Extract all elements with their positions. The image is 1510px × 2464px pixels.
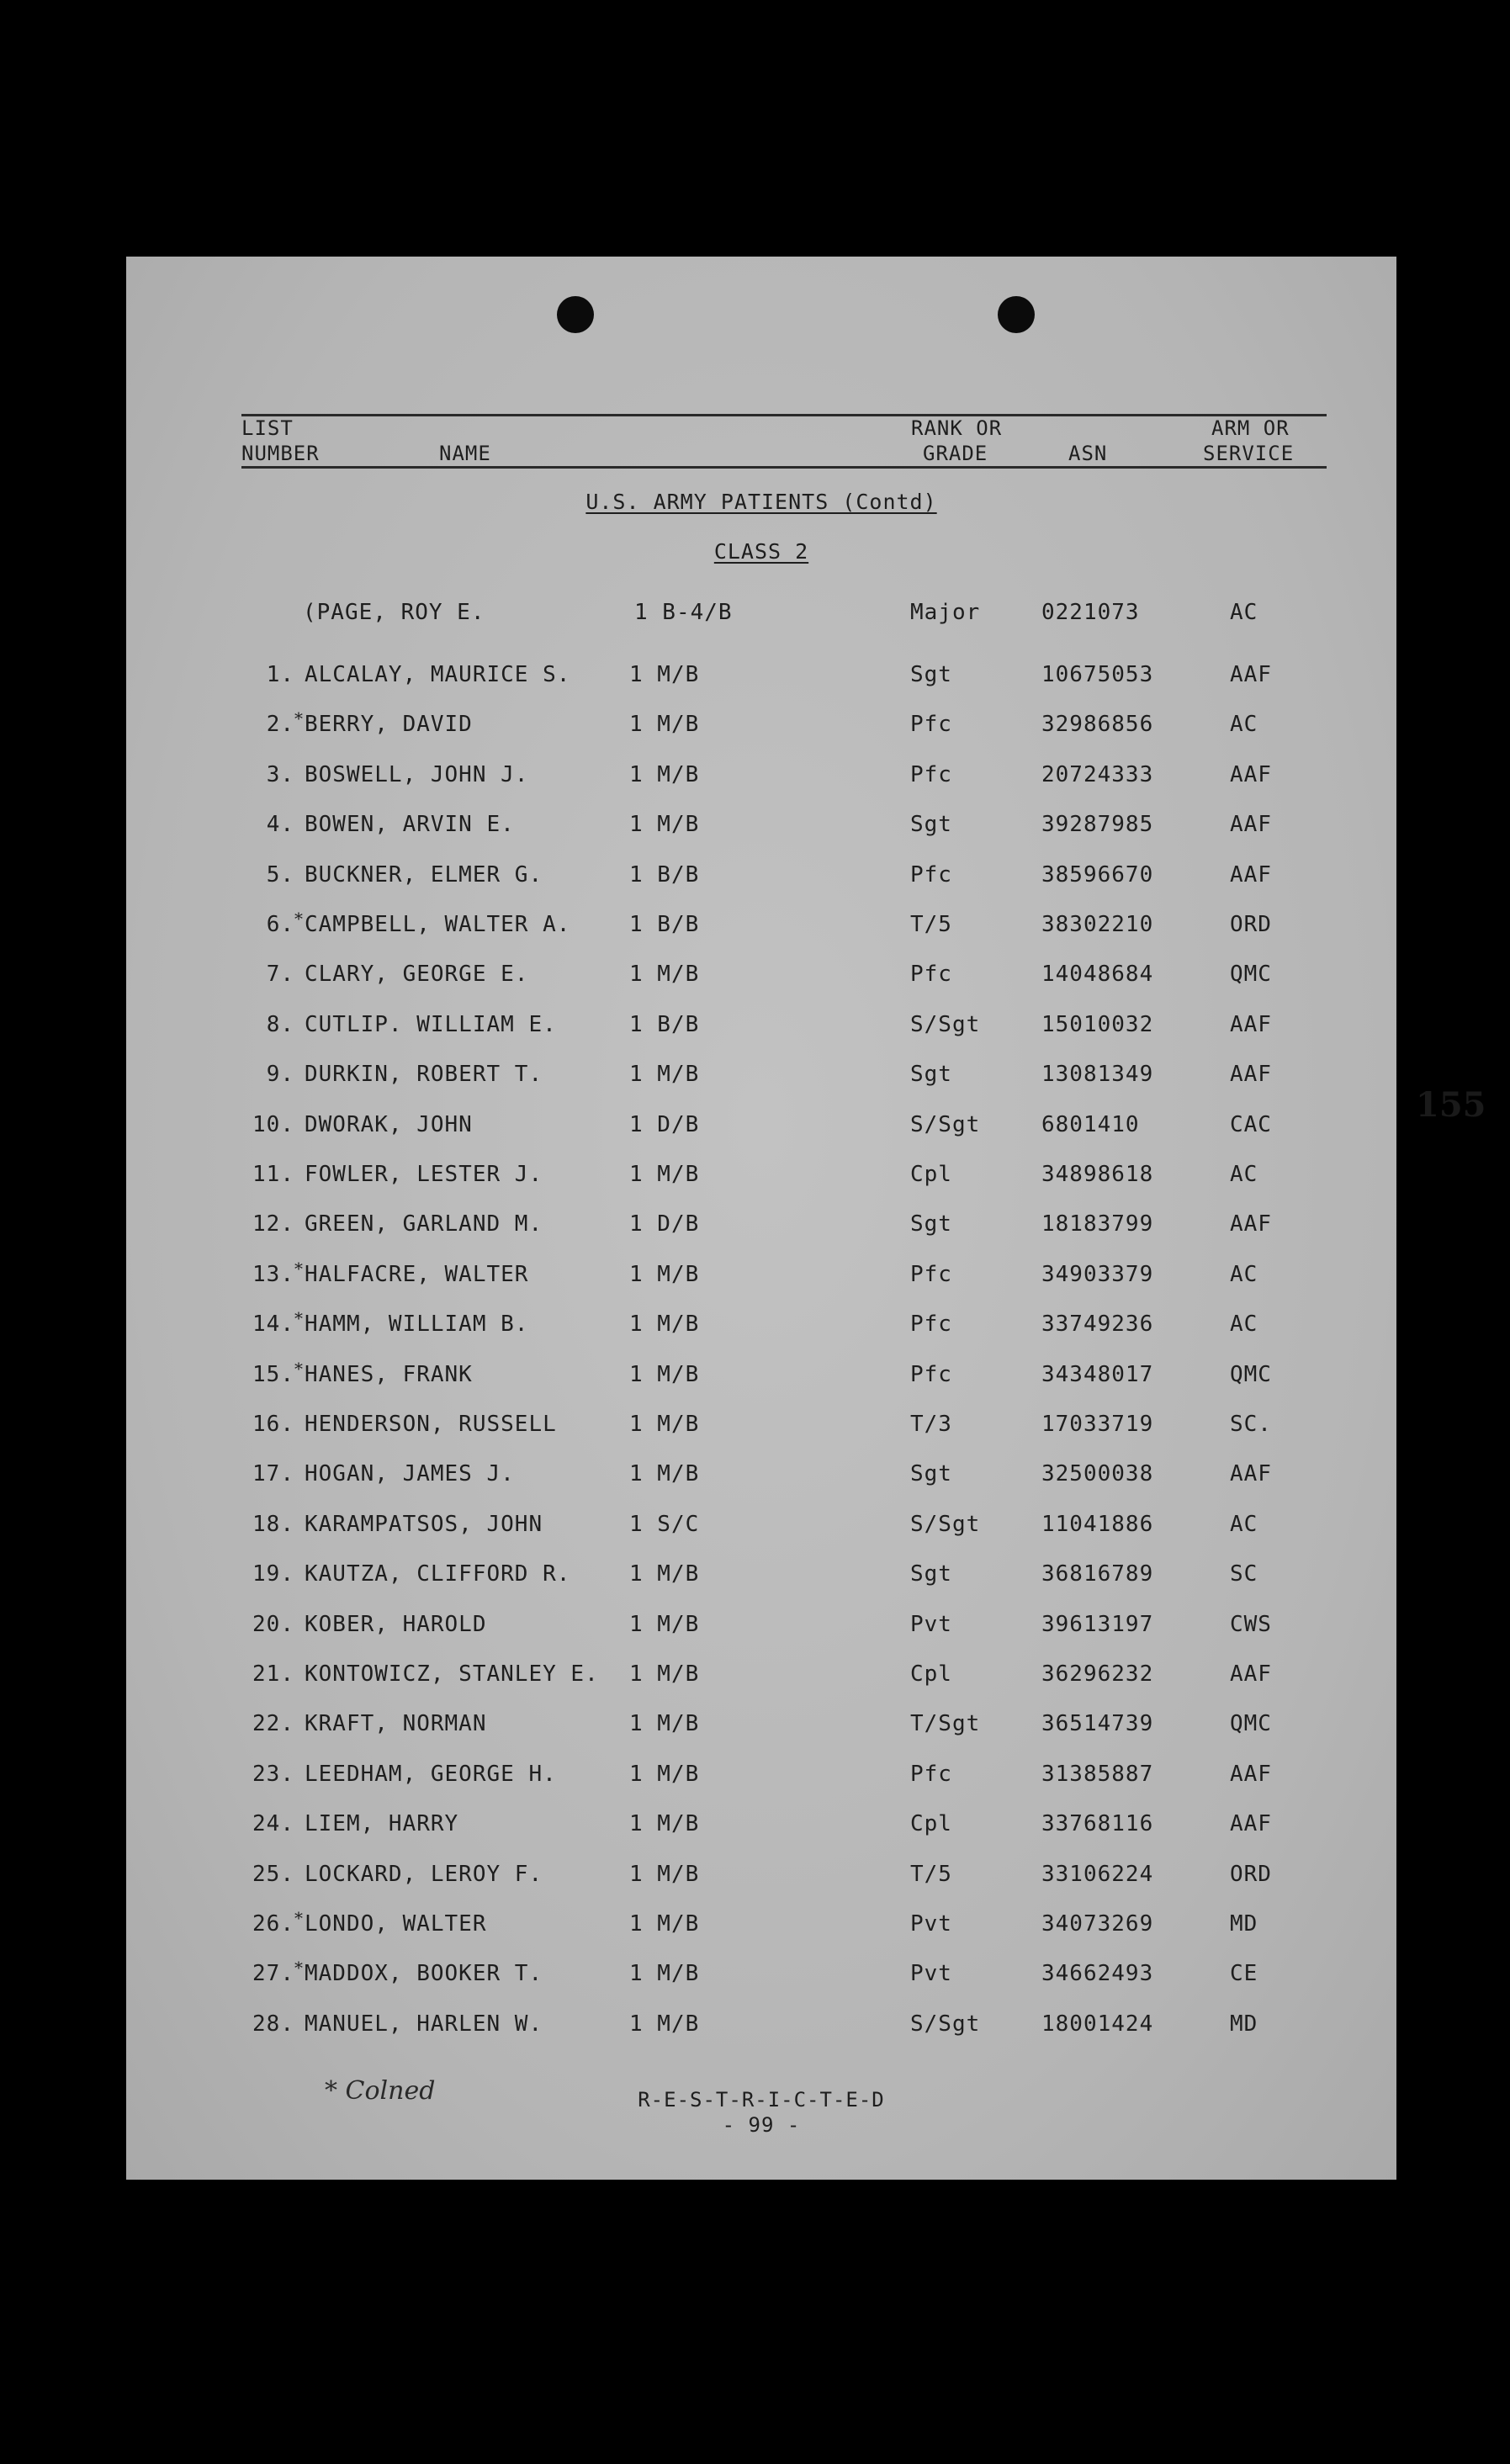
rank-grade: Sgt xyxy=(910,662,952,687)
arm-service: MD xyxy=(1230,2011,1258,2037)
arm-service: AAF xyxy=(1230,1761,1272,1787)
list-number: 6. xyxy=(266,912,294,937)
patient-class: 1 M/B xyxy=(629,1811,700,1837)
patient-name: HAMM, WILLIAM B. xyxy=(305,1311,529,1338)
table-row xyxy=(126,1108,1396,1142)
patient-class: 1 M/B xyxy=(629,1861,700,1887)
table-row xyxy=(126,1457,1396,1491)
patient-class: 1 M/B xyxy=(629,1361,700,1387)
patient-name: KAUTZA, CLIFFORD R. xyxy=(305,1561,571,1587)
rank-grade: Cpl xyxy=(910,1661,952,1687)
patient-class: 1 M/B xyxy=(629,1661,700,1687)
asn-number: 15010032 xyxy=(1041,1011,1154,1037)
col-header-list-number: LIST NUMBER xyxy=(241,416,320,465)
table-row xyxy=(126,1158,1396,1191)
check-mark: * xyxy=(294,909,304,929)
table-row xyxy=(126,1407,1396,1441)
table-row xyxy=(126,658,1396,692)
list-number: 28. xyxy=(252,2011,294,2037)
arm-service: SC xyxy=(1230,1561,1258,1587)
patient-class: 1 M/B xyxy=(629,662,700,687)
rank-grade: T/5 xyxy=(910,1861,952,1887)
table-row xyxy=(126,1207,1396,1241)
col-header-arm: ARM OR SERVICE xyxy=(1203,416,1295,465)
rank-grade: T/5 xyxy=(910,912,952,937)
rank-grade: Sgt xyxy=(910,1561,952,1587)
check-mark: * xyxy=(294,1908,304,1928)
patient-name: HENDERSON, RUSSELL xyxy=(305,1412,557,1437)
arm-service: AAF xyxy=(1230,1062,1272,1088)
list-number: 21. xyxy=(252,1661,294,1687)
patient-class: 1 M/B xyxy=(629,1261,700,1287)
patient-class: 1 M/B xyxy=(629,1062,700,1088)
asn-number: 33106224 xyxy=(1041,1861,1154,1887)
asn-number: 36816789 xyxy=(1041,1561,1154,1587)
table-row xyxy=(126,1907,1396,1941)
asn-number: 10675053 xyxy=(1041,662,1154,687)
special-entry-row xyxy=(126,596,1396,629)
patient-class: 1 D/B xyxy=(629,1111,700,1137)
header-bottom-rule xyxy=(241,466,1327,469)
rank-grade: Sgt xyxy=(910,812,952,838)
asn-number: 17033719 xyxy=(1041,1412,1154,1437)
rank-grade: Pfc xyxy=(910,1361,952,1387)
patient-name: LOCKARD, LEROY F. xyxy=(305,1861,543,1887)
rank-grade: Pfc xyxy=(910,712,952,738)
patient-class: 1 M/B xyxy=(629,1412,700,1437)
patient-class: 1 B/B xyxy=(629,912,700,937)
asn-number: 18001424 xyxy=(1041,2011,1154,2037)
check-mark: * xyxy=(294,1958,304,1979)
rank-grade: S/Sgt xyxy=(910,1111,981,1137)
patient-name: BUCKNER, ELMER G. xyxy=(305,861,543,888)
check-mark: * xyxy=(294,708,304,729)
patient-class: 1 M/B xyxy=(629,812,700,838)
rank-grade: Pvt xyxy=(910,1961,952,1987)
arm-service: AAF xyxy=(1230,861,1272,888)
list-number: 20. xyxy=(252,1611,294,1637)
table-row xyxy=(126,1057,1396,1091)
patient-class: 1 M/B xyxy=(629,1611,700,1637)
list-number: 5. xyxy=(266,861,294,888)
asn-number: 32500038 xyxy=(1041,1461,1154,1487)
rank-grade: T/Sgt xyxy=(910,1711,981,1737)
patient-name: CAMPBELL, WALTER A. xyxy=(305,912,571,937)
patient-name: BOWEN, ARVIN E. xyxy=(305,812,515,838)
arm-service: SC. xyxy=(1230,1412,1272,1437)
patient-name: BOSWELL, JOHN J. xyxy=(305,761,529,787)
check-mark: * xyxy=(294,1358,304,1379)
rank-grade: S/Sgt xyxy=(910,1511,981,1537)
patient-name: KRAFT, NORMAN xyxy=(305,1711,487,1737)
rank-grade: Pvt xyxy=(910,1611,952,1637)
list-number: 26. xyxy=(252,1911,294,1937)
asn-number: 6801410 xyxy=(1041,1111,1140,1137)
patient-name: CUTLIP. WILLIAM E. xyxy=(305,1011,557,1037)
asn-number: 20724333 xyxy=(1041,761,1154,787)
patient-class: 1 M/B xyxy=(629,761,700,787)
restricted-footer: R-E-S-T-R-I-C-T-E-D xyxy=(638,2088,885,2112)
arm-service: AAF xyxy=(1230,1211,1272,1237)
patient-class: 1 M/B xyxy=(629,2011,700,2037)
list-number: 14. xyxy=(252,1311,294,1338)
table-row xyxy=(126,1508,1396,1541)
patient-name: KOBER, HAROLD xyxy=(305,1611,487,1637)
side-page-number: 155 xyxy=(1416,1085,1486,1125)
col-header-name: NAME xyxy=(439,442,491,465)
asn-number: 39287985 xyxy=(1041,812,1154,838)
rank-grade: Sgt xyxy=(910,1211,952,1237)
rank-grade: S/Sgt xyxy=(910,1011,981,1037)
asn-number: 38302210 xyxy=(1041,912,1154,937)
table-row xyxy=(126,1757,1396,1791)
patient-name: LIEM, HARRY xyxy=(305,1811,459,1837)
table-row xyxy=(126,1707,1396,1741)
asn-number: 34662493 xyxy=(1041,1961,1154,1987)
col-header-asn: ASN xyxy=(1068,442,1108,465)
list-number: 27. xyxy=(252,1961,294,1987)
patient-class: 1 B/B xyxy=(629,1011,700,1037)
asn-number: 36514739 xyxy=(1041,1711,1154,1737)
list-number: 1. xyxy=(266,662,294,687)
document-page xyxy=(126,257,1486,2180)
rank-grade: T/3 xyxy=(910,1412,952,1437)
asn-number: 33749236 xyxy=(1041,1311,1154,1338)
arm-service: QMC xyxy=(1230,1711,1272,1737)
asn-number: 14048684 xyxy=(1041,962,1154,988)
patient-name: MANUEL, HARLEN W. xyxy=(305,2011,543,2037)
patient-name: DURKIN, ROBERT T. xyxy=(305,1062,543,1088)
list-number: 3. xyxy=(266,761,294,787)
arm-service: ORD xyxy=(1230,1861,1272,1887)
patient-name: LONDO, WALTER xyxy=(305,1911,487,1937)
asn-number: 18183799 xyxy=(1041,1211,1154,1237)
patient-name: DWORAK, JOHN xyxy=(305,1111,473,1137)
patient-class: 1 M/B xyxy=(629,1311,700,1338)
patient-class: 1 S/C xyxy=(629,1511,700,1537)
punch-hole-left xyxy=(557,296,594,333)
table-row xyxy=(126,758,1396,792)
patient-class: 1 M/B xyxy=(629,962,700,988)
arm-service: CE xyxy=(1230,1961,1258,1987)
patient-class: 1 B/B xyxy=(629,861,700,888)
asn-number: 39613197 xyxy=(1041,1611,1154,1637)
list-number: 15. xyxy=(252,1361,294,1387)
table-row xyxy=(126,1608,1396,1641)
list-number: 7. xyxy=(266,962,294,988)
handwritten-note: * Colned xyxy=(325,2076,436,2106)
patient-name: MADDOX, BOOKER T. xyxy=(305,1961,543,1987)
patient-name: HALFACRE, WALTER xyxy=(305,1261,529,1287)
rank-grade: Pfc xyxy=(910,962,952,988)
patient-class: 1 M/B xyxy=(629,712,700,738)
arm-service: ORD xyxy=(1230,912,1272,937)
patient-class: 1 M/B xyxy=(629,1461,700,1487)
asn-number: 32986856 xyxy=(1041,712,1154,738)
asn-number: 34348017 xyxy=(1041,1361,1154,1387)
special-entry-name: (PAGE, ROY E. xyxy=(303,600,485,625)
table-row xyxy=(126,1857,1396,1891)
table-row xyxy=(126,1657,1396,1691)
rank-grade: Pvt xyxy=(910,1911,952,1937)
list-number: 2. xyxy=(266,712,294,738)
list-number: 10. xyxy=(252,1111,294,1137)
patient-class: 1 M/B xyxy=(629,1911,700,1937)
arm-service: AC xyxy=(1230,1311,1258,1338)
list-number: 8. xyxy=(266,1011,294,1037)
patient-name: ALCALAY, MAURICE S. xyxy=(305,662,571,687)
table-row xyxy=(126,1807,1396,1841)
arm-service: AAF xyxy=(1230,812,1272,838)
page-number-footer: - 99 - xyxy=(722,2113,801,2137)
list-number: 17. xyxy=(252,1461,294,1487)
list-number: 19. xyxy=(252,1561,294,1587)
table-row xyxy=(126,1957,1396,1990)
rank-grade: Pfc xyxy=(910,1311,952,1338)
patient-name: GREEN, GARLAND M. xyxy=(305,1211,543,1237)
rank-grade: S/Sgt xyxy=(910,2011,981,2037)
patient-class: 1 M/B xyxy=(629,1711,700,1737)
rank-grade: Pfc xyxy=(910,861,952,888)
table-row xyxy=(126,2007,1396,2041)
rank-grade: Sgt xyxy=(910,1062,952,1088)
check-mark: * xyxy=(294,1258,304,1279)
list-number: 16. xyxy=(252,1412,294,1437)
table-row xyxy=(126,1307,1396,1341)
table-row xyxy=(126,707,1396,741)
list-number: 23. xyxy=(252,1761,294,1787)
arm-service: AAF xyxy=(1230,1011,1272,1037)
asn-number: 34903379 xyxy=(1041,1261,1154,1287)
rank-grade: Pfc xyxy=(910,1261,952,1287)
check-mark: * xyxy=(294,1308,304,1329)
asn-number: 34073269 xyxy=(1041,1911,1154,1937)
patient-name: KARAMPATSOS, JOHN xyxy=(305,1511,543,1537)
arm-service: AAF xyxy=(1230,1811,1272,1837)
arm-service: AC xyxy=(1230,1511,1258,1537)
patient-name: HANES, FRANK xyxy=(305,1361,473,1387)
list-number: 4. xyxy=(266,812,294,838)
table-row xyxy=(126,1258,1396,1291)
arm-service: AAF xyxy=(1230,761,1272,787)
arm-service: AAF xyxy=(1230,1661,1272,1687)
punch-hole-right xyxy=(998,296,1035,333)
special-entry-asn: 0221073 xyxy=(1041,600,1140,625)
list-number: 12. xyxy=(252,1211,294,1237)
asn-number: 34898618 xyxy=(1041,1162,1154,1187)
patient-class: 1 M/B xyxy=(629,1961,700,1987)
header-top-rule xyxy=(241,414,1327,416)
arm-service: CAC xyxy=(1230,1111,1272,1137)
asn-number: 36296232 xyxy=(1041,1661,1154,1687)
table-row xyxy=(126,808,1396,841)
arm-service: QMC xyxy=(1230,1361,1272,1387)
arm-service: AAF xyxy=(1230,662,1272,687)
list-number: 11. xyxy=(252,1162,294,1187)
table-row xyxy=(126,908,1396,941)
patient-name: BERRY, DAVID xyxy=(305,712,473,738)
patient-class: 1 D/B xyxy=(629,1211,700,1237)
list-number: 22. xyxy=(252,1711,294,1737)
rank-grade: Cpl xyxy=(910,1162,952,1187)
table-row xyxy=(126,858,1396,892)
asn-number: 13081349 xyxy=(1041,1062,1154,1088)
list-number: 13. xyxy=(252,1261,294,1287)
patient-name: HOGAN, JAMES J. xyxy=(305,1461,515,1487)
col-header-rank: RANK OR GRADE xyxy=(911,416,1003,465)
arm-service: MD xyxy=(1230,1911,1258,1937)
table-row xyxy=(126,1557,1396,1591)
arm-service: AC xyxy=(1230,712,1258,738)
list-number: 25. xyxy=(252,1861,294,1887)
asn-number: 11041886 xyxy=(1041,1511,1154,1537)
patient-name: LEEDHAM, GEORGE H. xyxy=(305,1761,557,1787)
patient-class: 1 M/B xyxy=(629,1761,700,1787)
patient-class: 1 M/B xyxy=(629,1162,700,1187)
patient-name: CLARY, GEORGE E. xyxy=(305,962,529,988)
asn-number: 33768116 xyxy=(1041,1811,1154,1837)
class-title: CLASS 2 xyxy=(713,539,809,564)
patient-name: FOWLER, LESTER J. xyxy=(305,1162,543,1187)
arm-service: AAF xyxy=(1230,1461,1272,1487)
asn-number: 38596670 xyxy=(1041,861,1154,888)
special-entry-grade: Major xyxy=(910,600,981,625)
rank-grade: Pfc xyxy=(910,761,952,787)
asn-number: 31385887 xyxy=(1041,1761,1154,1787)
section-title: U.S. ARMY PATIENTS (Contd) xyxy=(585,490,937,514)
arm-service: QMC xyxy=(1230,962,1272,988)
arm-service: AC xyxy=(1230,1261,1258,1287)
table-row xyxy=(126,1358,1396,1391)
patient-class: 1 M/B xyxy=(629,1561,700,1587)
list-number: 24. xyxy=(252,1811,294,1837)
rank-grade: Sgt xyxy=(910,1461,952,1487)
rank-grade: Cpl xyxy=(910,1811,952,1837)
special-entry-class: 1 B-4/B xyxy=(634,600,733,625)
arm-service: CWS xyxy=(1230,1611,1272,1637)
list-number: 18. xyxy=(252,1511,294,1537)
list-number: 9. xyxy=(266,1062,294,1088)
table-row xyxy=(126,957,1396,991)
rank-grade: Pfc xyxy=(910,1761,952,1787)
arm-service: AC xyxy=(1230,1162,1258,1187)
table-row xyxy=(126,1008,1396,1041)
patient-name: KONTOWICZ, STANLEY E. xyxy=(305,1661,599,1687)
special-entry-arm: AC xyxy=(1230,600,1258,625)
